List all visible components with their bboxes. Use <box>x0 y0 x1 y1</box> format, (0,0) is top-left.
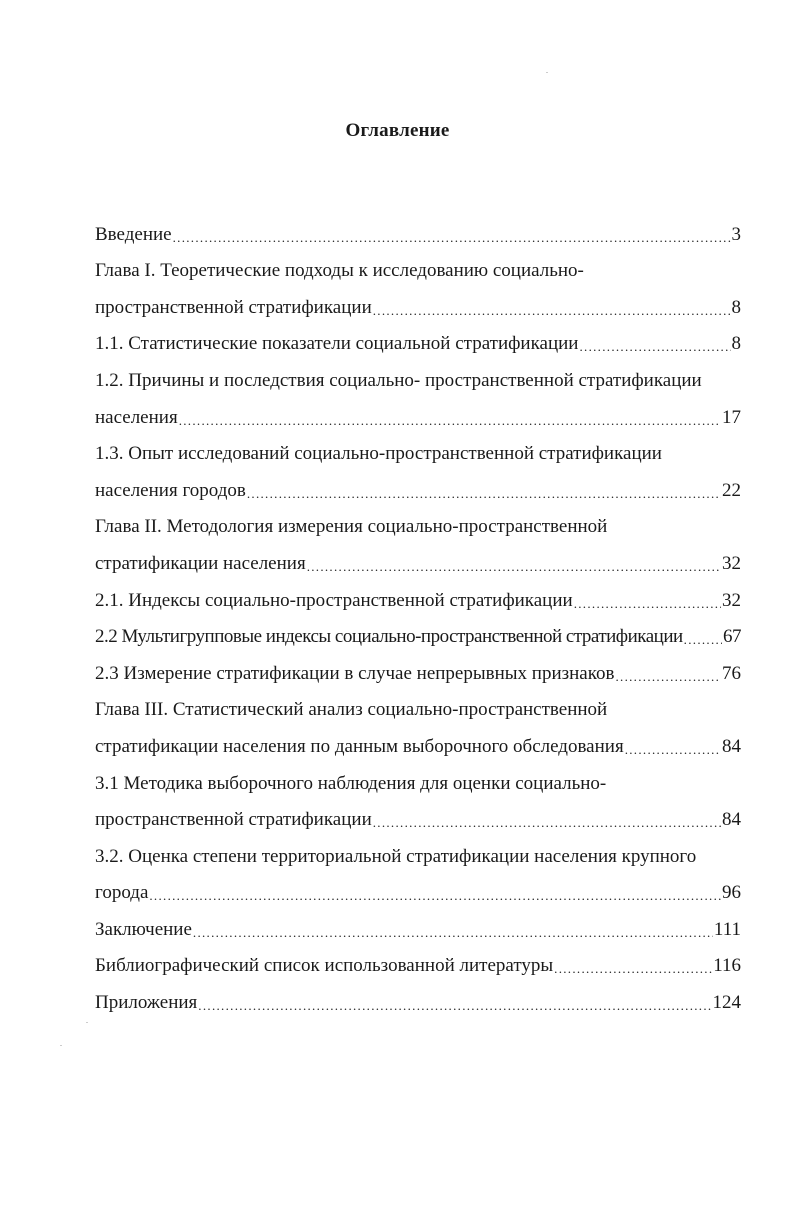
toc-page-number: 96 <box>722 882 741 904</box>
toc-page-number: 116 <box>713 955 741 977</box>
toc-page-number: 8 <box>731 296 741 318</box>
toc-entry-label: города <box>95 882 149 904</box>
toc-entry-appendices[interactable] <box>95 982 741 1019</box>
toc-page-number: 32 <box>722 589 741 611</box>
toc-entry-section-1-3-cont[interactable] <box>95 470 741 507</box>
dot-leader <box>179 408 721 427</box>
toc-entry-chapter-2[interactable] <box>95 507 741 544</box>
toc-page-number: 124 <box>712 992 741 1014</box>
table-of-contents <box>95 214 741 1019</box>
dot-leader <box>625 737 721 756</box>
toc-entry-label: Глава II. Методология измерения социально-пространственной <box>95 516 608 538</box>
toc-entry-section-3-2-cont[interactable] <box>95 873 741 910</box>
toc-entry-label: 2.3 Измерение стратификации в случае непрерывных признаков <box>95 662 615 684</box>
toc-entry-label: пространственной стратификации <box>95 296 372 318</box>
toc-entry-introduction[interactable] <box>95 214 741 251</box>
toc-entry-conclusion[interactable] <box>95 909 741 946</box>
toc-page-number: 17 <box>722 406 741 428</box>
toc-page-number: 67 <box>723 626 741 648</box>
toc-entry-label: населения городов <box>95 479 246 501</box>
toc-entry-label: 1.2. Причины и последствия социально- пространственной стратификации <box>95 369 702 391</box>
dot-leader <box>198 993 711 1012</box>
toc-entry-section-2-3[interactable] <box>95 653 741 690</box>
toc-entry-section-3-2[interactable] <box>95 836 741 873</box>
toc-entry-label: 2.2 Мультигрупповые индексы социально-пространственной стратификации <box>95 626 683 648</box>
toc-entry-bibliography[interactable] <box>95 946 741 983</box>
dot-leader <box>574 591 721 610</box>
toc-entry-section-1-2-cont[interactable] <box>95 397 741 434</box>
dot-leader <box>149 883 721 902</box>
scan-speck <box>60 1045 62 1046</box>
toc-entry-section-2-2[interactable] <box>95 617 741 654</box>
toc-entry-label: 1.3. Опыт исследований социально-пространственной стратификации <box>95 443 662 465</box>
dot-leader <box>373 810 721 829</box>
toc-page-number: 8 <box>731 333 741 355</box>
toc-entry-section-1-2[interactable] <box>95 360 741 397</box>
toc-entry-section-3-1[interactable] <box>95 763 741 800</box>
toc-page-number: 84 <box>722 809 741 831</box>
toc-entry-label: Глава III. Статистический анализ социально-пространственной <box>95 699 608 721</box>
toc-entry-label: пространственной стратификации <box>95 809 372 831</box>
dot-leader <box>373 298 731 317</box>
toc-entry-label: 3.1 Методика выборочного наблюдения для оценки социально- <box>95 772 607 794</box>
toc-entry-section-3-1-cont[interactable] <box>95 800 741 837</box>
toc-entry-chapter-3[interactable] <box>95 690 741 727</box>
dot-leader <box>684 627 722 646</box>
page-title: Оглавление <box>345 120 450 141</box>
toc-entry-chapter-1[interactable] <box>95 251 741 288</box>
toc-entry-label: Введение <box>95 223 172 245</box>
dot-leader <box>615 664 721 683</box>
toc-entry-label: Приложения <box>95 992 198 1014</box>
toc-entry-label: 2.1. Индексы социально-пространственной стратификации <box>95 589 573 611</box>
toc-page-number: 84 <box>722 735 741 757</box>
dot-leader <box>247 481 721 500</box>
toc-page-number: 76 <box>722 662 741 684</box>
toc-entry-label: населения <box>95 406 178 428</box>
toc-page-number: 32 <box>722 552 741 574</box>
dot-leader <box>554 956 712 975</box>
toc-entry-label: 3.2. Оценка степени территориальной стратификации населения крупного <box>95 845 697 867</box>
scan-speck <box>546 72 548 73</box>
toc-page-number: 111 <box>713 918 741 940</box>
toc-page-number: 22 <box>722 479 741 501</box>
toc-entry-label: стратификации населения <box>95 552 306 574</box>
toc-entry-label: Глава I. Теоретические подходы к исследованию социально- <box>95 260 584 282</box>
toc-page-number: 3 <box>731 223 741 245</box>
scan-speck <box>86 1022 88 1023</box>
toc-entry-label: Библиографический список использованной литературы <box>95 955 554 977</box>
toc-entry-label: Заключение <box>95 918 192 940</box>
dot-leader <box>307 554 721 573</box>
dot-leader <box>173 225 731 244</box>
toc-entry-section-1-3[interactable] <box>95 434 741 471</box>
toc-entry-label: 1.1. Статистические показатели социальной стратификации <box>95 333 579 355</box>
toc-entry-chapter-3-cont[interactable] <box>95 726 741 763</box>
dot-leader <box>579 334 730 353</box>
toc-entry-chapter-1-cont[interactable] <box>95 287 741 324</box>
toc-entry-chapter-2-cont[interactable] <box>95 543 741 580</box>
toc-entry-section-2-1[interactable] <box>95 580 741 617</box>
toc-entry-label: стратификации населения по данным выборочного обследования <box>95 735 624 757</box>
toc-entry-section-1-1[interactable] <box>95 324 741 361</box>
dot-leader <box>193 920 713 939</box>
